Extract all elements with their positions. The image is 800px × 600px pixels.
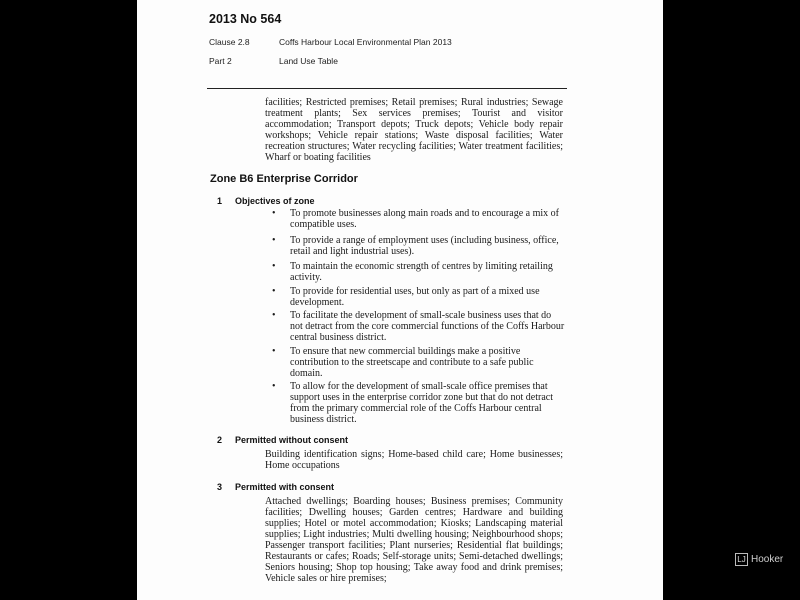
plan-name: Coffs Harbour Local Environmental Plan 2013 bbox=[279, 37, 452, 47]
permitted-with-consent-text: Attached dwellings; Boarding houses; Business premises; Community facilities; Dwelling houses; Garden centres; Hardware and building supplies; Hotel or motel accommodation; Kiosks; Landscaping material supplies; Light industries; Multi dwelling housing; Neighbourhood shops; Passenger transport facilities; Plant nurseries; Residential flat buildings; Restaurants or cafes; Roads; Self-storage units; Semi-detached dwellings; Seniors housing; Shop top housing; Take away food and drink premises; Vehicle sales or hire premises; bbox=[265, 496, 563, 584]
objective-text: To maintain the economic strength of centres by limiting retailing activity. bbox=[290, 261, 553, 283]
bullet-icon: • bbox=[272, 346, 276, 357]
section-number: 2 bbox=[217, 435, 223, 445]
objective-item bbox=[272, 286, 565, 308]
objective-item bbox=[272, 261, 565, 283]
part-row bbox=[209, 56, 338, 66]
clause-row bbox=[209, 37, 452, 47]
lj-hooker-watermark bbox=[735, 553, 783, 566]
objective-text: To provide for residential uses, but only as part of a mixed use development. bbox=[290, 286, 540, 308]
objective-text: To ensure that new commercial buildings make a positive contribution to the streetscape and contribute to a safe public domain. bbox=[290, 346, 534, 379]
objective-text: To facilitate the development of small-scale business uses that do not detract from the core commercial functions of the Coffs Harbour central business district. bbox=[290, 310, 565, 343]
section-title: Permitted without consent bbox=[235, 435, 349, 445]
bullet-icon: • bbox=[272, 235, 276, 246]
zone-heading: Zone B6 Enterprise Corridor bbox=[210, 173, 358, 185]
continued-paragraph: facilities; Restricted premises; Retail premises; Rural industries; Sewage treatment plants; Sex services premises; Tourist and visitor accommodation; Transport depots; Truck depots; Vehicle body repair workshops; Vehicle repair stations; Waste disposal facilities; Water recreation structures; Water recycling facilities; Water treatment facilities; Wharf or boating facilities bbox=[265, 97, 563, 163]
objective-item bbox=[272, 346, 565, 379]
permitted-without-consent-text: Building identification signs; Home-based child care; Home businesses; Home occupations bbox=[265, 449, 563, 471]
section-number: 3 bbox=[217, 482, 223, 492]
header-divider bbox=[207, 88, 567, 89]
objective-text: To allow for the development of small-scale office premises that support uses in the enterprise corridor zone but that do not detract from the primary commercial role of the Coffs Harbour central business district. bbox=[290, 381, 553, 425]
objective-text: To provide a range of employment uses (including business, office, retail and light industrial uses). bbox=[290, 235, 559, 257]
part-label: Part 2 bbox=[209, 56, 232, 66]
bullet-icon: • bbox=[272, 381, 276, 392]
objective-item bbox=[272, 235, 565, 257]
bullet-icon: • bbox=[272, 310, 276, 321]
section-number: 1 bbox=[217, 196, 223, 206]
section-title: Objectives of zone bbox=[235, 196, 315, 206]
document-page bbox=[137, 0, 663, 600]
bullet-icon: • bbox=[272, 286, 276, 297]
part-title: Land Use Table bbox=[279, 56, 338, 66]
objective-item bbox=[272, 381, 565, 425]
lj-hooker-logo-icon: LJ bbox=[735, 553, 748, 566]
objective-item bbox=[272, 310, 565, 343]
bullet-icon: • bbox=[272, 208, 276, 219]
bullet-icon: • bbox=[272, 261, 276, 272]
clause-label: Clause 2.8 bbox=[209, 37, 250, 47]
objective-item bbox=[272, 208, 565, 230]
document-title: 2013 No 564 bbox=[209, 12, 282, 26]
objective-text: To promote businesses along main roads and to encourage a mix of compatible uses. bbox=[290, 208, 559, 230]
brand-name: Hooker bbox=[751, 554, 784, 565]
section-title: Permitted with consent bbox=[235, 482, 335, 492]
